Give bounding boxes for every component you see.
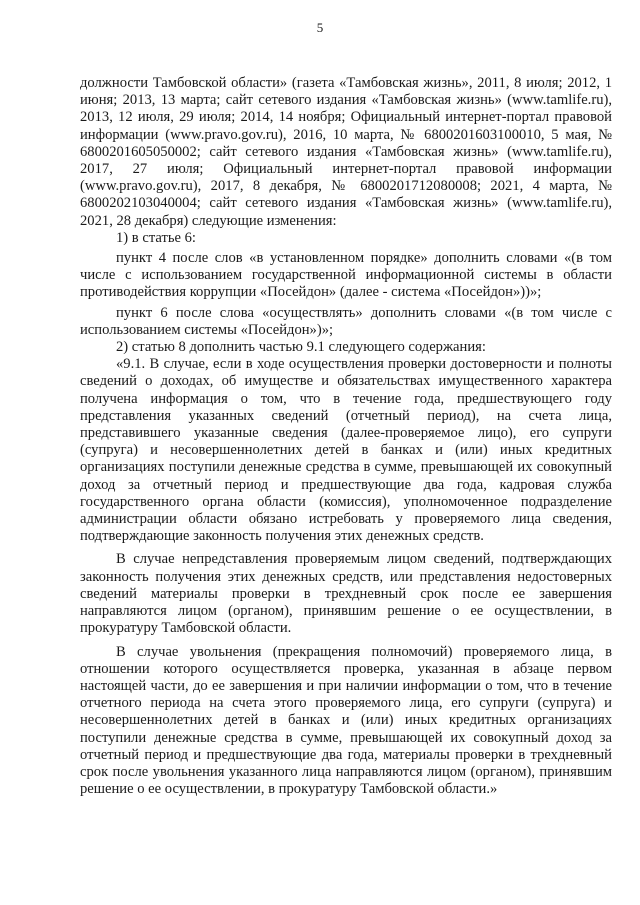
paragraph-punkt-4: пункт 4 после слов «в установленном порядке» дополнить словами «(в том числе с использованием государственной информационной системы в области противодействия коррупции «Посейдон» (далее - система «Посейдон»))»; <box>80 250 612 301</box>
paragraph-punkt-6: пункт 6 после слова «осуществлять» дополнить словами «(в том числе с использованием системы «Посейдон»)»; <box>80 304 612 338</box>
paragraph-dismissal: В случае увольнения (прекращения полномочий) проверяемого лица, в отношении которого осуществляется проверка, указанная в абзаце первом настоящей части, до ее завершения и при наличии информации о том, что в течение отчетного периода на счета этого проверяемого лица, его супруги (супруга) и несовершеннолетних детей в банках и (или) иных кредитных организациях поступили денежные средства в сумме, превышающей их совокупный доход за отчетный период и предшествующие два года, материалы проверки в трехдневный срок после увольнения указанного лица направляются лицом (органом), принявшим решение о ее осуществлении, в прокуратуру Тамбовской области.» <box>80 643 612 798</box>
paragraph-part-9-1: «9.1. В случае, если в ходе осуществления проверки достоверности и полноты сведений о доходах, об имуществе и обязательствах имущественного характера получена информация о том, что в течение года, предшествующего году представления указанных сведений (отчетный период), на счета лица, представившего указанные сведения (далее-проверяемое лицо), его супруги (супруга) и несовершеннолетних детей в банках и (или) иных кредитных организациях поступили денежные средства в сумме, превышающей их совокупный доход за отчетный период и предшествующие два года, кадровая служба государственного органа области (комиссия), уполномоченное подразделение администрации области обязано истребовать у проверяемого лица сведения, подтверждающие законность получения этих денежных средств. <box>80 356 612 545</box>
page-number: 5 <box>316 20 324 35</box>
paragraph-item-2: 2) статью 8 дополнить частью 9.1 следующего содержания: <box>116 339 486 356</box>
paragraph-continuation: должности Тамбовской области» (газета «Тамбовская жизнь», 2011, 8 июля; 2012, 1 июня; 2013, 13 марта; сайт сетевого издания «Тамбовская жизнь» (www.tamlife.ru), 2013, 12 июля, 29 июля; 2014, 14 ноября; Официальный интернет-портал правовой информации (www.pravo.gov.ru), 2016, 10 марта, № 6800201603100010, 5 мая, № 6800201605050002; сайт сетевого издания «Тамбовская жизнь» (www.tamlife.ru), 2017, 27 июля; Официальный интернет-портал правовой информации (www.pravo.gov.ru), 2017, 8 декабря, № 6800201712080008; 2021, 4 марта, № 6800202103040004; сайт сетевого издания «Тамбовская жизнь» (www.tamlife.ru), 2021, 28 декабря) следующие изменения: <box>80 75 612 229</box>
document-body <box>80 75 612 798</box>
paragraph-item-1: 1) в статье 6: <box>116 229 196 246</box>
paragraph-nonsubmission: В случае непредставления проверяемым лицом сведений, подтверждающих законность получения этих денежных средств, или представления недостоверных сведений материалы проверки в трехдневный срок после ее завершения направляются лицом (органом), принявшим решение о ее осуществлении, в прокуратуру Тамбовской области. <box>80 551 612 637</box>
